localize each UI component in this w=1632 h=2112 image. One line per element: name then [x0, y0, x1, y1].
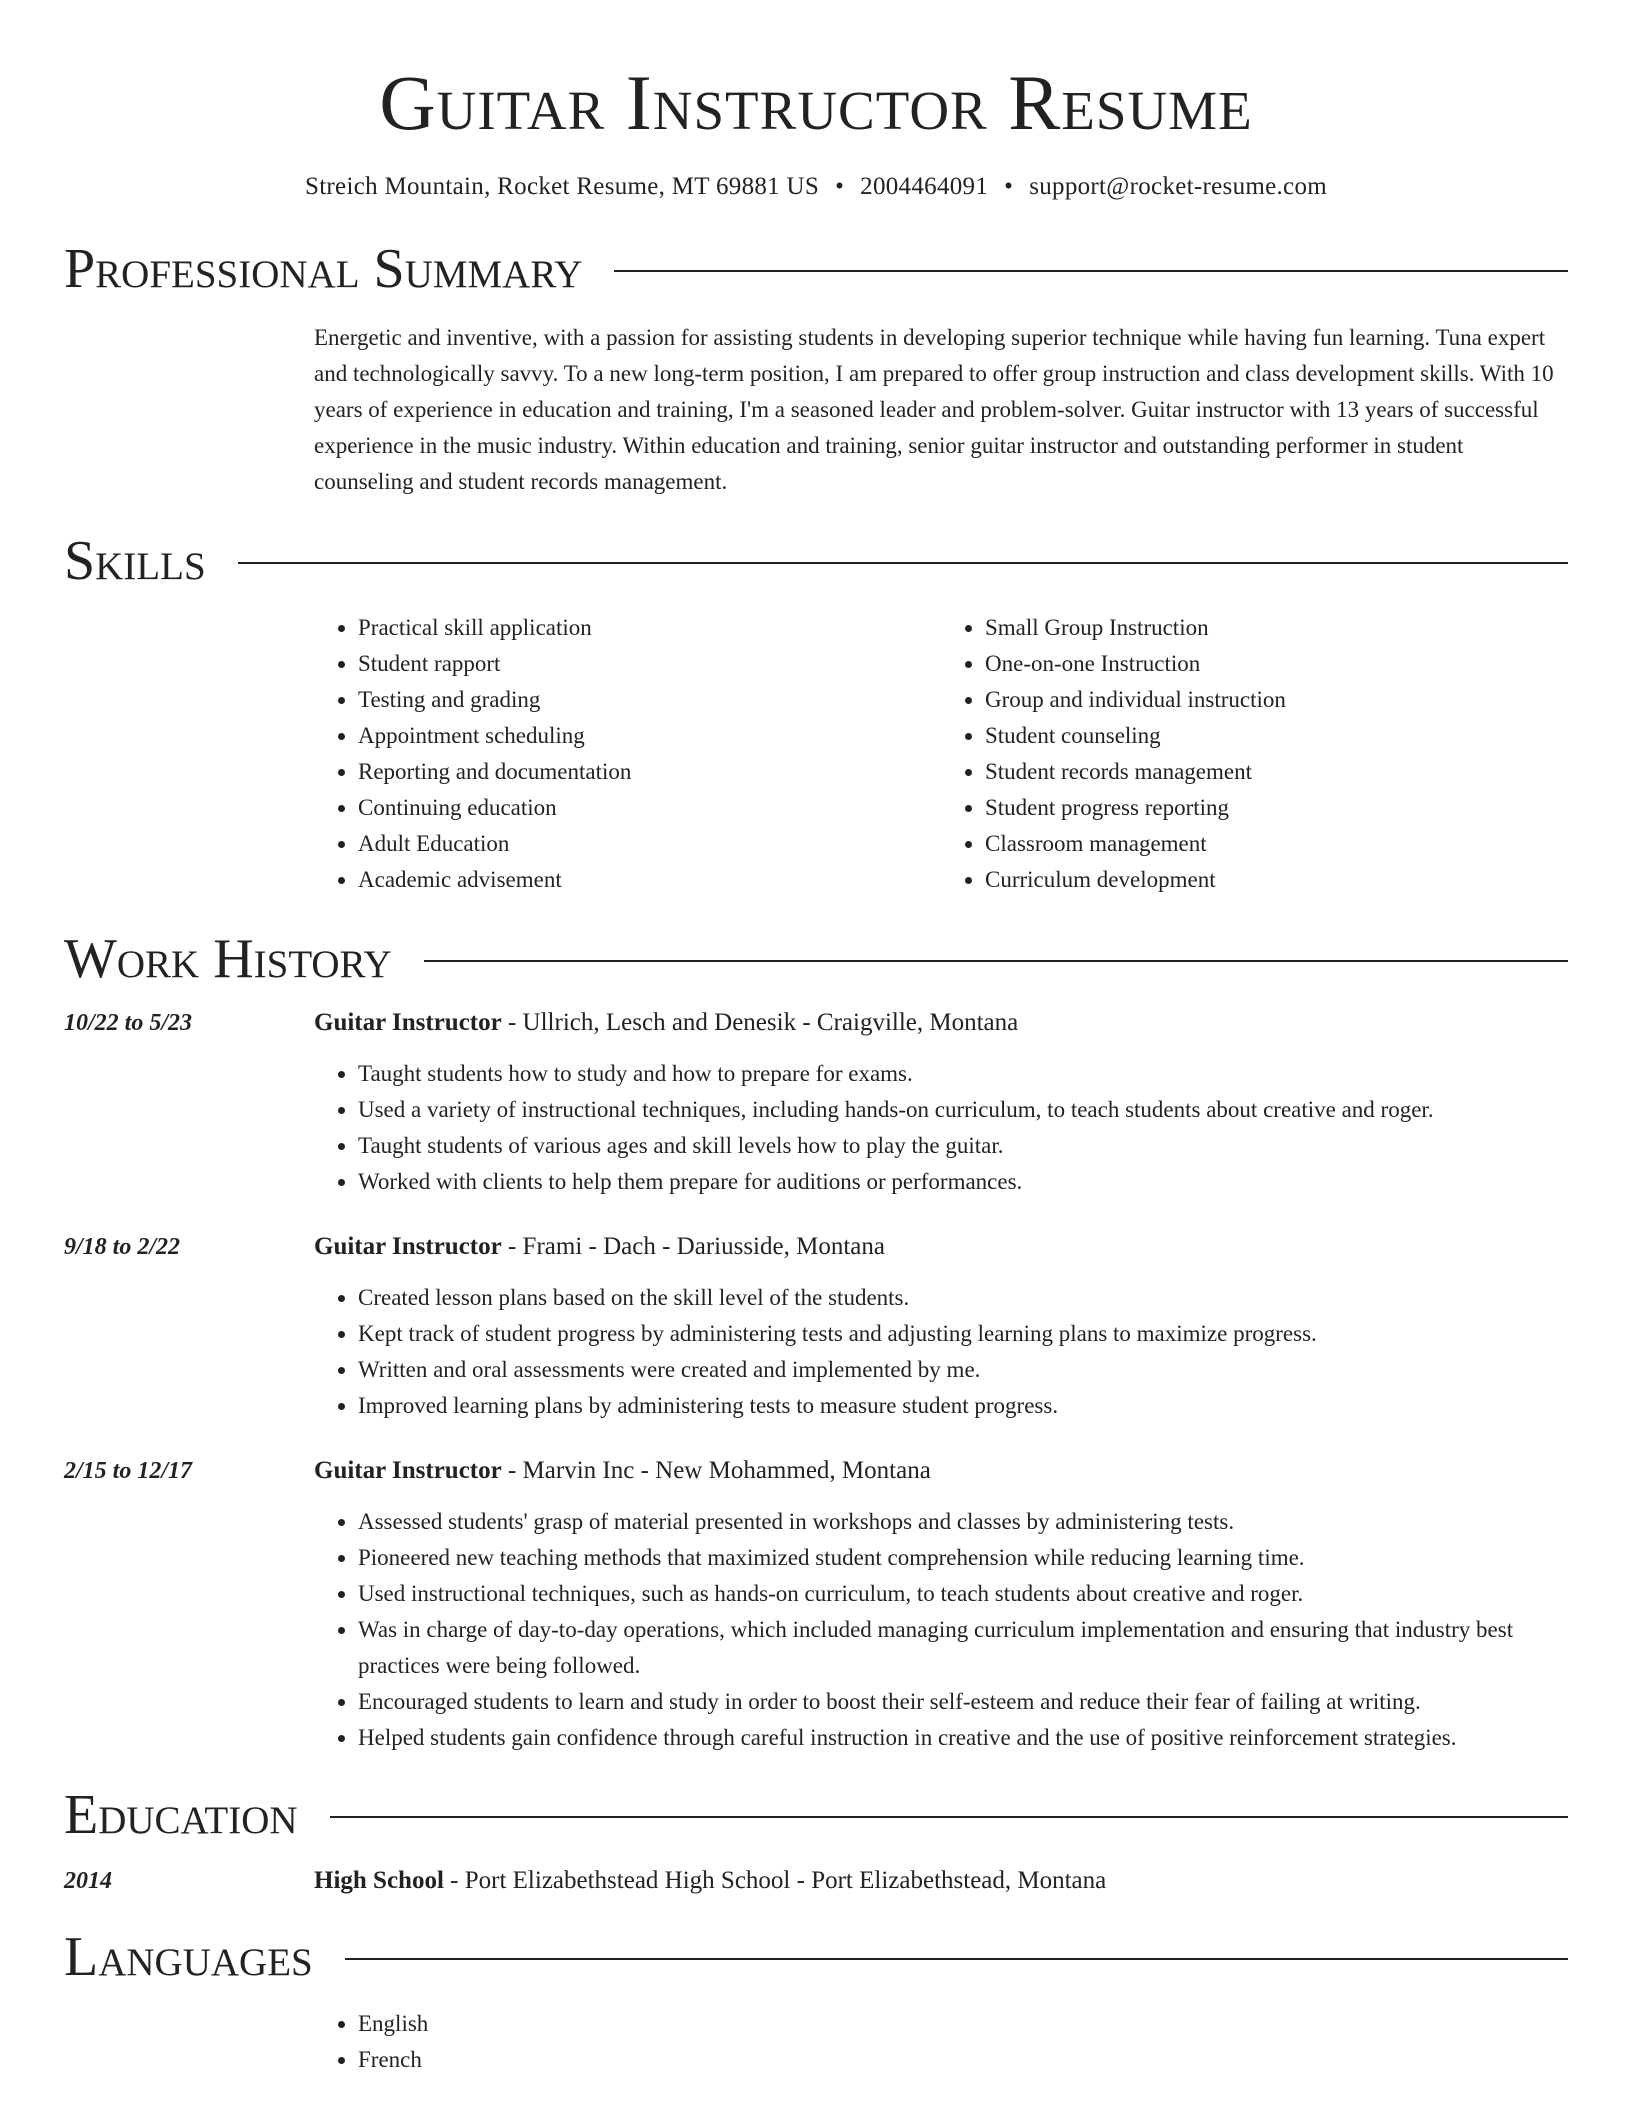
job-bullet: • Helped students gain confidence through careful instruction in creative and the use of positive reinforcement strategies.: [358, 1720, 1568, 1756]
skill-item: • Continuing education: [358, 790, 941, 826]
skill-item: • Group and individual instruction: [985, 682, 1568, 718]
job-date: 2/15 to 12/17: [64, 1458, 193, 1484]
job-bullets: [314, 1280, 1568, 1424]
language-item: • French: [358, 2042, 1568, 2078]
job-bullet: • Used instructional techniques, such as hands-on curriculum, to teach students about creative and roger.: [358, 1576, 1568, 1612]
job-details: - Frami - Dach - Dariusside, Montana: [501, 1233, 885, 1260]
skills-header: [64, 528, 1568, 594]
job-bullets: [314, 1056, 1568, 1200]
languages-header: [64, 1924, 1568, 1990]
skill-item: • Practical skill application: [358, 610, 941, 646]
languages-body: [314, 2006, 1568, 2078]
job-bullet: • Improved learning plans by administering tests to measure student progress.: [358, 1388, 1568, 1424]
summary-header: [64, 236, 1568, 302]
job-details: - Ullrich, Lesch and Denesik - Craigville, Montana: [501, 1009, 1019, 1036]
summary-body: [314, 320, 1568, 500]
education-entry: [64, 1864, 1568, 1898]
language-item: • English: [358, 2006, 1568, 2042]
contact-email: support@rocket-resume.com: [1029, 173, 1327, 200]
contact-line: [64, 172, 1568, 202]
job-title: Guitar Instructor: [314, 1457, 502, 1484]
education-details: - Port Elizabethstead High School - Port Elizabethstead, Montana: [443, 1867, 1107, 1894]
education-degree: High School: [314, 1867, 444, 1894]
contact-separator: •: [1004, 173, 1014, 200]
skill-item: • Adult Education: [358, 826, 941, 862]
education-header: [64, 1782, 1568, 1848]
job-title: Guitar Instructor: [314, 1009, 502, 1036]
skills-list-left: [314, 610, 941, 898]
job-entry: [64, 1230, 1568, 1424]
languages-list: [314, 2006, 1568, 2078]
job-bullet: • Pioneered new teaching methods that maximized student comprehension while reducing learning time.: [358, 1540, 1568, 1576]
contact-phone: 2004464091: [860, 173, 989, 200]
skill-item: • Student records management: [985, 754, 1568, 790]
job-entry: [64, 1006, 1568, 1200]
summary-text: Energetic and inventive, with a passion for assisting students in developing superior technique while having fun learning. Tuna expert and technologically savvy. To a new long-term position, I am prepared to offer group instruction and class development skills. With 10 years of experience in education and training, I'm a seasoned leader and problem-solver. Guitar instructor with 13 years of successful experience in the music industry. Within education and training, senior guitar instructor and outstanding performer in student counseling and student records management.: [314, 325, 1554, 494]
job-entry: [64, 1454, 1568, 1756]
job-bullet: • Created lesson plans based on the skill level of the students.: [358, 1280, 1568, 1316]
section-divider: [238, 562, 1568, 564]
job-details: - Marvin Inc - New Mohammed, Montana: [501, 1457, 931, 1484]
languages-section: [64, 1924, 1568, 2078]
skill-item: • Student rapport: [358, 646, 941, 682]
skill-item: • Reporting and documentation: [358, 754, 941, 790]
work-header: [64, 926, 1568, 992]
job-heading: [314, 1454, 1568, 1488]
job-bullet: • Worked with clients to help them prepare for auditions or performances.: [358, 1164, 1568, 1200]
skills-list-right: [941, 610, 1568, 898]
job-bullets: [314, 1504, 1568, 1756]
skill-item: • One-on-one Instruction: [985, 646, 1568, 682]
job-bullet: • Encouraged students to learn and study in order to boost their self-esteem and reduce their fear of failing at writing.: [358, 1684, 1568, 1720]
work-heading: Work History: [64, 928, 392, 990]
job-date: 10/22 to 5/23: [64, 1010, 193, 1036]
education-section: [64, 1782, 1568, 1898]
job-bullet: • Used a variety of instructional techniques, including hands-on curriculum, to teach students about creative and roger.: [358, 1092, 1568, 1128]
summary-section: [64, 236, 1568, 500]
job-bullet: • Written and oral assessments were created and implemented by me.: [358, 1352, 1568, 1388]
skill-item: • Curriculum development: [985, 862, 1568, 898]
job-bullet: • Assessed students' grasp of material presented in workshops and classes by administering tests.: [358, 1504, 1568, 1540]
contact-address: Streich Mountain, Rocket Resume, MT 69881 US: [304, 173, 820, 200]
skill-item: • Classroom management: [985, 826, 1568, 862]
contact-separator: •: [835, 173, 845, 200]
job-bullet: • Taught students of various ages and skill levels how to play the guitar.: [358, 1128, 1568, 1164]
skill-item: • Student progress reporting: [985, 790, 1568, 826]
section-divider: [614, 270, 1568, 272]
skill-item: • Student counseling: [985, 718, 1568, 754]
job-bullet: • Taught students how to study and how to prepare for exams.: [358, 1056, 1568, 1092]
languages-heading: Languages: [64, 1926, 313, 1988]
education-content: [314, 1864, 1568, 1898]
job-heading: [314, 1230, 1568, 1264]
job-title: Guitar Instructor: [314, 1233, 502, 1260]
section-divider: [330, 1816, 1568, 1818]
skills-grid: [314, 610, 1568, 898]
education-date: 2014: [64, 1868, 112, 1894]
skills-section: [64, 528, 1568, 898]
skill-item: • Small Group Instruction: [985, 610, 1568, 646]
job-date: 9/18 to 2/22: [64, 1234, 181, 1260]
summary-heading: Professional Summary: [64, 238, 583, 300]
work-section: [64, 926, 1568, 1756]
job-bullet: • Kept track of student progress by administering tests and adjusting learning plans to maximize progress.: [358, 1316, 1568, 1352]
job-content: [314, 1230, 1568, 1424]
skill-item: • Academic advisement: [358, 862, 941, 898]
section-divider: [424, 960, 1568, 962]
skill-item: • Appointment scheduling: [358, 718, 941, 754]
skills-heading: Skills: [64, 530, 206, 592]
job-bullet: • Was in charge of day-to-day operations, which included managing curriculum implementation and ensuring that industry best practices were being followed.: [358, 1612, 1568, 1684]
education-heading-line: [314, 1864, 1568, 1898]
section-divider: [345, 1958, 1568, 1960]
job-heading: [314, 1006, 1568, 1040]
resume-title: Guitar Instructor Resume: [379, 59, 1253, 146]
job-content: [314, 1006, 1568, 1200]
education-heading: Education: [64, 1784, 298, 1846]
job-content: [314, 1454, 1568, 1756]
skill-item: • Testing and grading: [358, 682, 941, 718]
